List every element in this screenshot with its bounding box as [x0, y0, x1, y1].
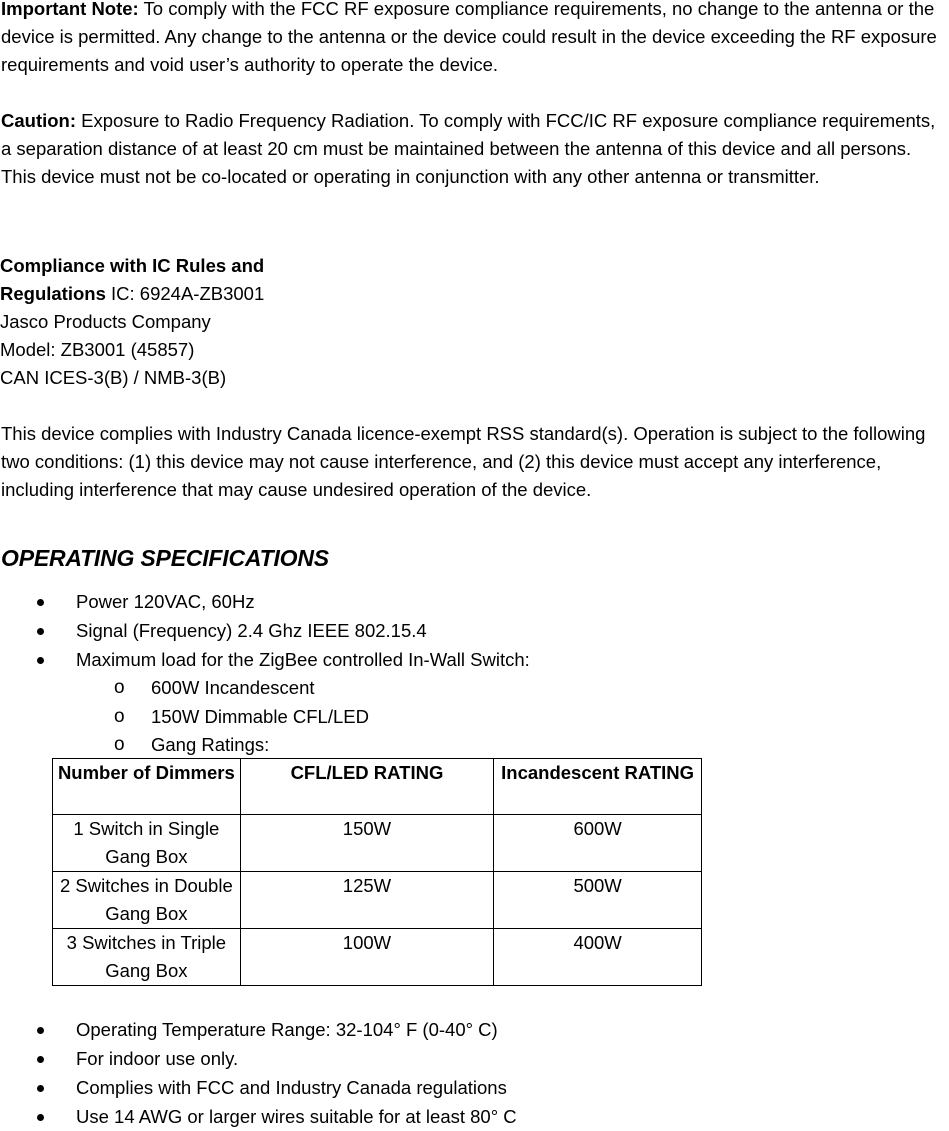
company-name: Jasco Products Company: [0, 311, 211, 332]
table-cell: 100W: [240, 929, 494, 986]
table-cell: 500W: [494, 872, 702, 929]
operating-specifications-heading: OPERATING SPECIFICATIONS: [1, 545, 329, 571]
list-item: [0, 1044, 517, 1073]
table-row: [53, 815, 702, 872]
sub-bullet-marker: o: [114, 677, 125, 698]
bullet-icon: [37, 657, 44, 664]
ic-statement-paragraph: This device complies with Industry Canada licence-exempt RSS standard(s). Operation is subject to the following two conditions: (1) this device may not cause interference, and (2) this device must accept any interference, including interference that may cause undesired operation of the device.: [1, 423, 926, 500]
bullet-text: Signal (Frequency) 2.4 Ghz IEEE 802.15.4: [76, 620, 427, 641]
table-cell: 3 Switches in Triple Gang Box: [53, 929, 241, 986]
important-note-label: Important Note:: [1, 0, 139, 19]
list-item: [0, 1102, 517, 1131]
bullet-icon: [37, 599, 44, 606]
sub-bullet-marker: o: [114, 734, 125, 755]
bullet-icon: [37, 1114, 44, 1121]
list-item: [0, 1015, 517, 1044]
sub-bullet-marker: o: [114, 705, 125, 727]
bullet-text: Complies with FCC and Industry Canada regulations: [76, 1077, 507, 1098]
bullet-text: Operating Temperature Range: 32-104° F (0-40° C): [76, 1019, 498, 1040]
sub-list-item: [0, 674, 369, 703]
gang-ratings-table: [52, 758, 702, 986]
caution-text: Exposure to Radio Frequency Radiation. To comply with FCC/IC RF exposure compliance requirements, a separation distance of at least 20 cm must be maintained between the antenna of this device and all persons. This device must not be co-located or operating in conjunction with any other antenna or transmitter.: [1, 110, 936, 187]
bullet-icon: [37, 628, 44, 635]
spec-bullet-list-bottom: [0, 1015, 517, 1131]
list-item: [0, 616, 530, 645]
header-incandescent-rating: Incandescent RATING: [494, 759, 702, 815]
ic-heading-text1: Compliance with IC Rules and: [0, 255, 265, 276]
important-note-text: To comply with the FCC RF exposure compliance requirements, no change to the antenna or the device is permitted. Any change to the antenna or the device could result in the device exceeding the RF exposure requirements and void user’s authority to operate the device.: [1, 0, 937, 75]
list-item: [0, 587, 530, 616]
table-cell: 2 Switches in Double Gang Box: [53, 872, 241, 929]
spec-sub-list: [0, 674, 369, 760]
model-number: Model: ZB3001 (45857): [0, 339, 195, 360]
table-cell: 1 Switch in Single Gang Box: [53, 815, 241, 872]
sub-bullet-text: 150W Dimmable CFL/LED: [151, 705, 369, 727]
list-item: [0, 1073, 517, 1102]
bullet-text: Use 14 AWG or larger wires suitable for at least 80° C: [76, 1106, 517, 1127]
bullet-icon: [37, 1085, 44, 1092]
table-cell: 150W: [240, 815, 494, 872]
sub-bullet-text: 600W Incandescent: [151, 677, 315, 698]
bullet-text: Maximum load for the ZigBee controlled In-Wall Switch:: [76, 649, 530, 670]
table-row: [53, 872, 702, 929]
ic-heading-text2: Regulations: [0, 283, 106, 304]
ic-heading-line2: [0, 280, 600, 308]
ic-compliance-block: [0, 252, 600, 392]
can-ices-label: CAN ICES-3(B) / NMB-3(B): [0, 367, 227, 388]
sub-list-item: [0, 731, 369, 760]
header-cfl-led-rating: CFL/LED RATING: [240, 759, 494, 815]
spec-bullet-list-top: [0, 587, 530, 674]
bullet-icon: [37, 1027, 44, 1034]
list-item: [0, 645, 530, 674]
ic-number: IC: 6924A-ZB3001: [105, 283, 265, 304]
sub-bullet-text: Gang Ratings:: [151, 734, 270, 755]
caution-paragraph: [1, 107, 941, 191]
important-note-paragraph: [1, 0, 949, 79]
ic-heading-line1: [0, 252, 600, 280]
bullet-icon: [37, 1056, 44, 1063]
sub-list-item: [0, 703, 369, 732]
table-row: [53, 929, 702, 986]
table-cell: 600W: [494, 815, 702, 872]
table-header-row: [53, 759, 702, 815]
table-cell: 125W: [240, 872, 494, 929]
bullet-text: For indoor use only.: [76, 1048, 239, 1069]
table-cell: 400W: [494, 929, 702, 986]
caution-label: Caution:: [1, 110, 77, 131]
header-number-of-dimmers: Number of Dimmers: [53, 759, 241, 815]
bullet-text: Power 120VAC, 60Hz: [76, 591, 255, 612]
